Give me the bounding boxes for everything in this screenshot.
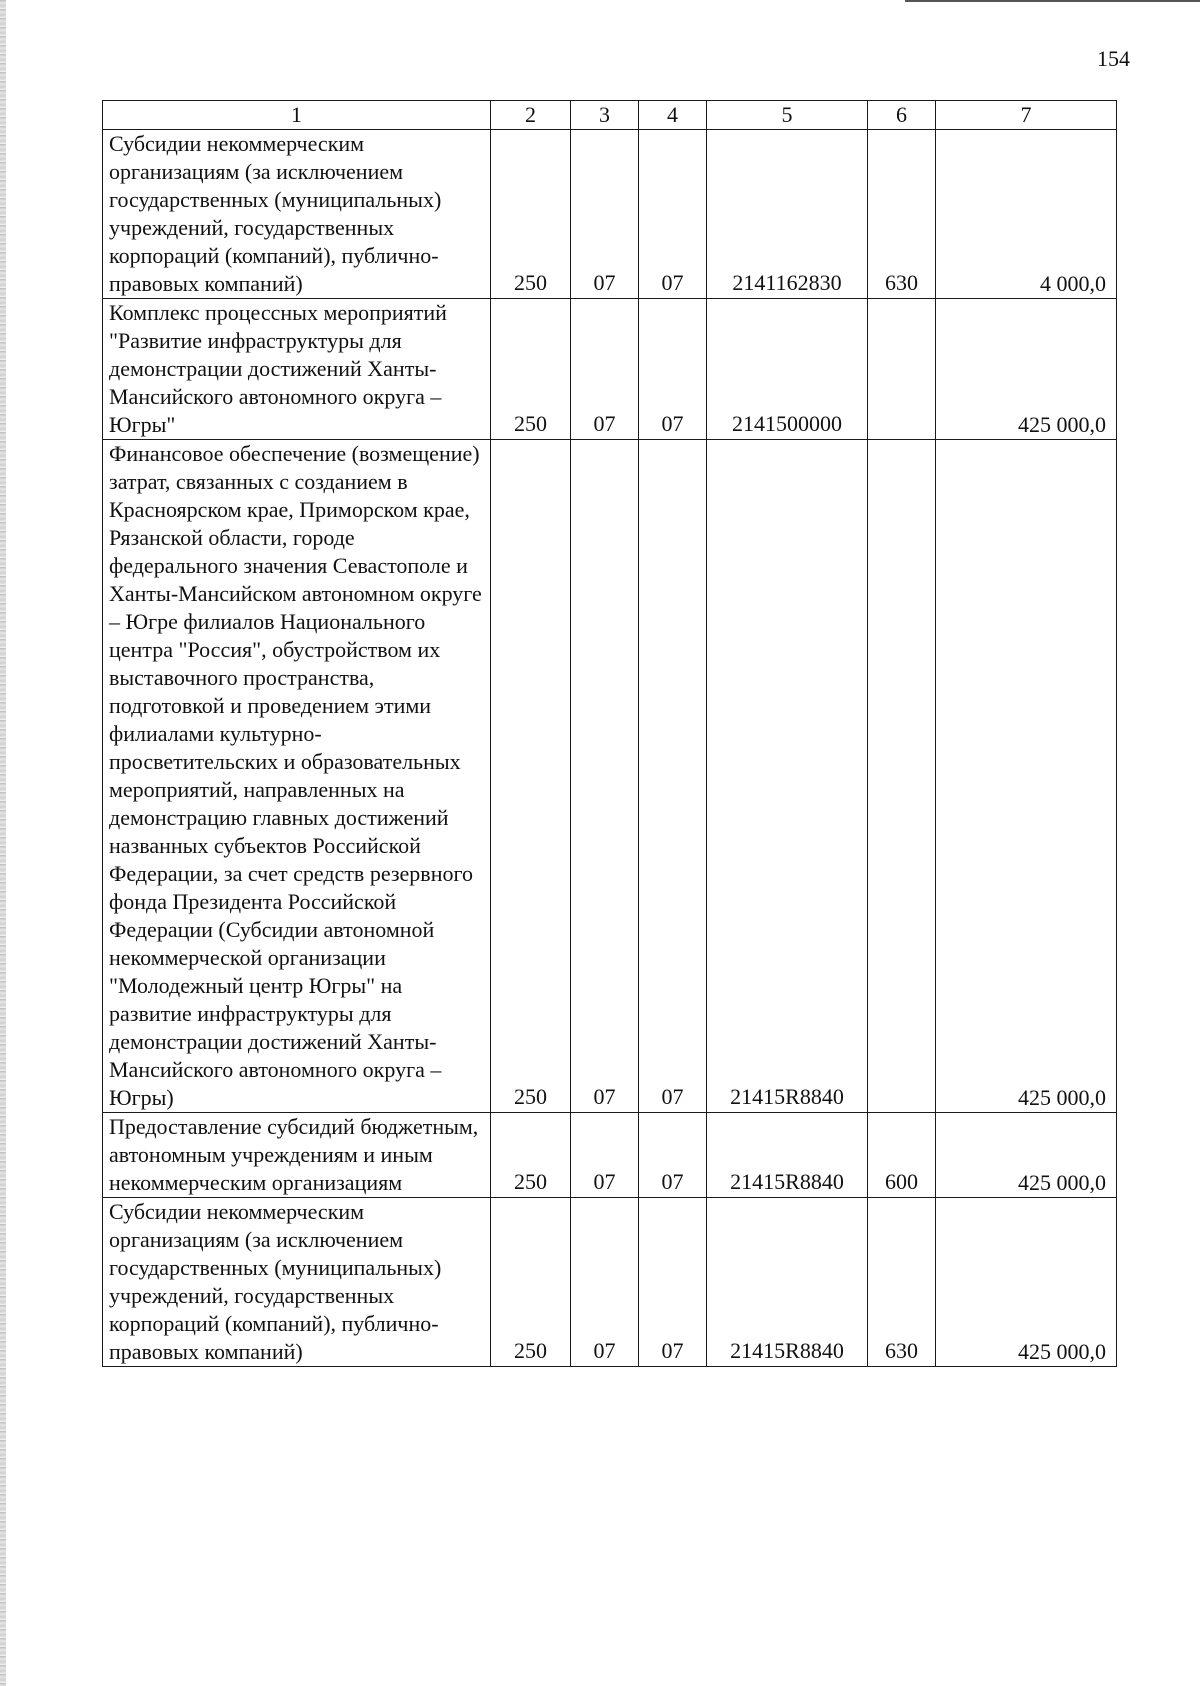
row-amount: 425 000,0	[936, 1113, 1117, 1198]
row-amount: 4 000,0	[936, 130, 1117, 299]
row-code-target: 21415R8840	[707, 1113, 868, 1198]
row-code-section: 07	[571, 130, 639, 299]
top-rule	[905, 0, 1200, 2]
row-name: Субсидии некоммерческим организациям (за исключением государственных (муниципальных) учреждений, государственных корпораций (компаний), публично-правовых компаний)	[103, 130, 491, 299]
row-code-target: 2141500000	[707, 299, 868, 440]
row-code-target: 21415R8840	[707, 1198, 868, 1367]
table-row	[103, 440, 1117, 1113]
table-row	[103, 130, 1117, 299]
row-code-section: 07	[571, 1198, 639, 1367]
row-code-expense-type: 630	[868, 1198, 936, 1367]
row-amount: 425 000,0	[936, 1198, 1117, 1367]
table-row	[103, 1113, 1117, 1198]
header-col-7: 7	[936, 101, 1117, 130]
row-amount: 425 000,0	[936, 299, 1117, 440]
budget-table	[102, 100, 1117, 1367]
header-col-3: 3	[571, 101, 639, 130]
row-code-ministry: 250	[491, 299, 571, 440]
header-col-2: 2	[491, 101, 571, 130]
header-col-1: 1	[103, 101, 491, 130]
row-code-expense-type: 630	[868, 130, 936, 299]
page-number: 154	[1097, 46, 1130, 71]
row-code-expense-type	[868, 299, 936, 440]
row-name: Предоставление субсидий бюджетным, автономным учреждениям и иным некоммерческим организациям	[103, 1113, 491, 1198]
row-code-ministry: 250	[491, 1198, 571, 1367]
row-name: Субсидии некоммерческим организациям (за исключением государственных (муниципальных) учреждений, государственных корпораций (компаний), публично-правовых компаний)	[103, 1198, 491, 1367]
row-code-ministry: 250	[491, 440, 571, 1113]
row-name: Финансовое обеспечение (возмещение) затрат, связанных с созданием в Красноярском крае, Приморском крае, Рязанской области, городе федерального значения Севастополе и Ханты-Мансийском автономном округе – Югре филиалов Национального центра "Россия", обустройством их выставочного пространства, подготовкой и проведением этими филиалами культурно-просветительских и образовательных мероприятий, направленных на демонстрацию главных достижений названных субъектов Российской Федерации, за счет средств резервного фонда Президента Российской Федерации (Субсидии автономной некоммерческой организации "Молодежный центр Югры" на развитие инфраструктуры для демонстрации достижений Ханты-Мансийского автономного округа – Югры)	[103, 440, 491, 1113]
row-code-ministry: 250	[491, 1113, 571, 1198]
row-amount: 425 000,0	[936, 440, 1117, 1113]
table-row	[103, 1198, 1117, 1367]
row-code-subsection: 07	[639, 1113, 707, 1198]
row-code-section: 07	[571, 440, 639, 1113]
row-code-subsection: 07	[639, 299, 707, 440]
row-code-ministry: 250	[491, 130, 571, 299]
header-col-6: 6	[868, 101, 936, 130]
row-code-target: 21415R8840	[707, 440, 868, 1113]
header-col-4: 4	[639, 101, 707, 130]
row-code-target: 2141162830	[707, 130, 868, 299]
row-code-subsection: 07	[639, 1198, 707, 1367]
row-code-expense-type	[868, 440, 936, 1113]
row-code-section: 07	[571, 299, 639, 440]
row-code-expense-type: 600	[868, 1113, 936, 1198]
scan-edge	[0, 0, 6, 1686]
table-row	[103, 299, 1117, 440]
row-name: Комплекс процессных мероприятий "Развитие инфраструктуры для демонстрации достижений Ханты-Мансийского автономного округа – Югры"	[103, 299, 491, 440]
row-code-section: 07	[571, 1113, 639, 1198]
table-header-row	[103, 101, 1117, 130]
row-code-subsection: 07	[639, 130, 707, 299]
header-col-5: 5	[707, 101, 868, 130]
row-code-subsection: 07	[639, 440, 707, 1113]
